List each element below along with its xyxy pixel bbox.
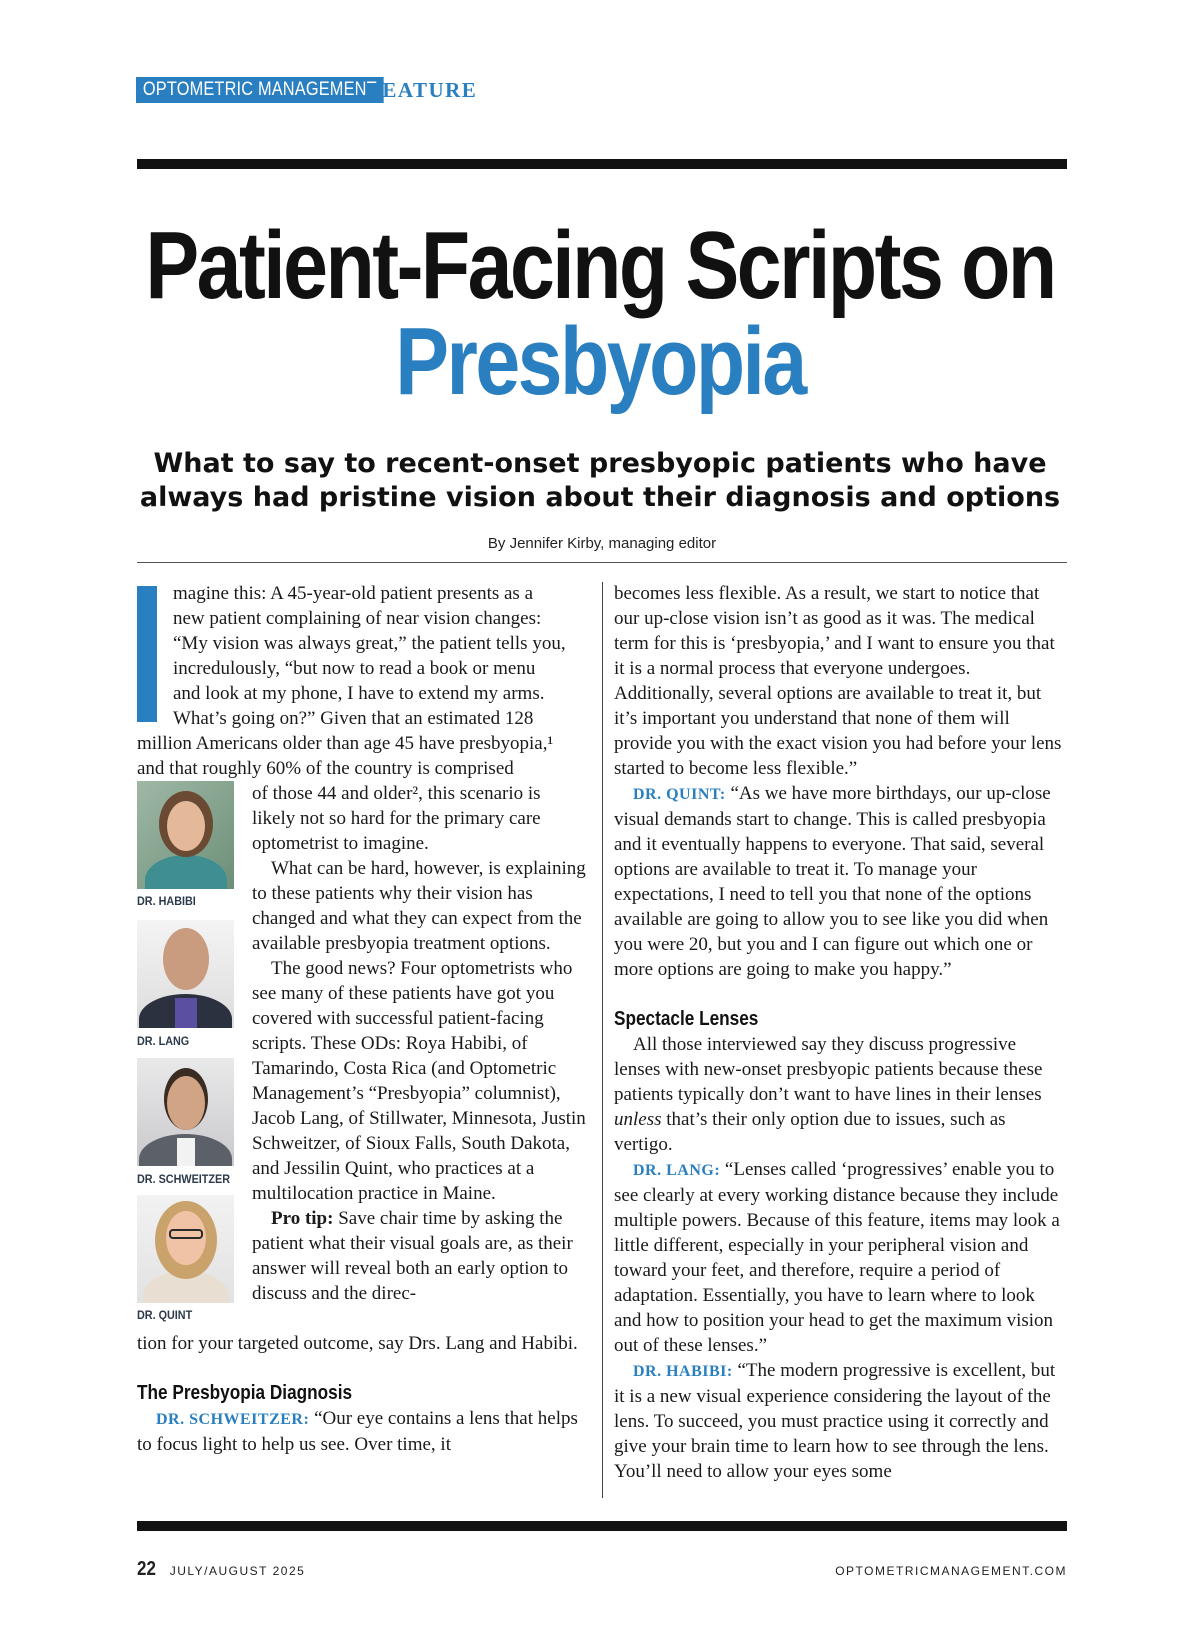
lang-photo xyxy=(137,920,234,1028)
headline-line-2: Presbyopia xyxy=(395,308,805,415)
pro-tip-text: Save chair time by asking the patient what their visual goals are, as their answer will reveal both an early option to discuss and the direc- xyxy=(252,1208,573,1304)
top-rule xyxy=(137,159,1067,169)
schweitzer-text: “Our eye contains a lens that helps to focus light to help us see. Over time, it xyxy=(137,1408,578,1455)
byline-author: By Jennifer Kirby, xyxy=(487,535,605,552)
narrow-line: optometrist to imagine. xyxy=(252,833,429,854)
intro-line: “My vision was always great,” the patient tells you, xyxy=(173,633,566,654)
byline xyxy=(137,535,1067,552)
dek: What to say to recent-onset presbyopic patients who have always had pristine vision about their diagnosis and options xyxy=(139,448,1061,513)
habibi-text: “The modern progressive is excellent, but it is a new visual experience considering the layout of the lens. To succeed, you must practice using it correctly and give your brain time to learn how to see through the lens. You’ll need to allow your eyes some xyxy=(614,1360,1056,1482)
speaker-quint: DR. QUINT: xyxy=(633,786,726,803)
schweitzer-quote xyxy=(137,1406,588,1457)
column1-bottom xyxy=(137,1333,588,1457)
paragraph-explaining: What can be hard, however, is explaining to these patients why their vision has changed and what they can expect from the available presbyopia treatment options. xyxy=(252,858,586,954)
continued-paragraph: becomes less flexible. As a result, we start to notice that our up-close vision isn’t as good as it was. The medical term for this is ‘presbyopia,’ and I want to ensure you that it is a normal process that everyone undergoes. Additionally, several options are available to treat it, but it’s important you understand that none of them will provide you with the exact vision you had before your lens started to become less flexible.” xyxy=(614,583,1062,779)
intro-line: and that roughly 60% of the country is comprised xyxy=(137,758,514,779)
byline-rule xyxy=(137,562,1067,563)
page-number: 22 xyxy=(137,1558,156,1580)
subhead-diagnosis: The Presbyopia Diagnosis xyxy=(137,1382,353,1404)
intro-line: What’s going on?” Given that an estimated 128 xyxy=(173,708,534,729)
lang-caption: DR. LANG xyxy=(137,1034,190,1048)
pro-tip-label: Pro tip: xyxy=(271,1208,334,1229)
intro-line: incredulously, “but now to read a book or menu xyxy=(173,658,536,679)
spectacle-text-a: All those interviewed say they discuss progressive lenses with new-onset presbyopic patients because these patients typically don’t want to have lines in their lenses xyxy=(614,1034,1043,1105)
spectacle-text-b: that’s their only option due to issues, such as vertigo. xyxy=(614,1109,1006,1155)
quint-caption: DR. QUINT xyxy=(137,1308,193,1322)
pro-tip-continued: tion for your targeted outcome, say Drs. Lang and Habibi. xyxy=(137,1333,578,1354)
intro-line: new patient complaining of near vision changes: xyxy=(173,608,542,629)
column2 xyxy=(614,581,1066,1484)
spectacle-paragraph xyxy=(614,1032,1066,1157)
habibi-caption: DR. HABIBI xyxy=(137,894,196,908)
publication-tag: OPTOMETRIC MANAGEMENT xyxy=(136,77,384,103)
headline-line-1: Patient-Facing Scripts on xyxy=(145,212,1055,319)
quint-quote xyxy=(614,781,1066,982)
column-divider xyxy=(602,582,603,1498)
section-label: FEATURE xyxy=(368,78,478,102)
intro-line: and look at my phone, I have to extend my arms. xyxy=(173,683,545,704)
speaker-habibi: DR. HABIBI: xyxy=(633,1363,733,1380)
schweitzer-photo xyxy=(137,1058,234,1166)
footer-site: OPTOMETRICMANAGEMENT.COM xyxy=(835,1564,1067,1578)
spectacle-emphasis: unless xyxy=(614,1109,662,1130)
footer-left xyxy=(137,1558,305,1581)
habibi-photo xyxy=(137,781,234,889)
habibi-quote xyxy=(614,1358,1066,1484)
pro-tip xyxy=(252,1206,588,1306)
bottom-rule xyxy=(137,1521,1067,1531)
intro-line: magine this: A 45-year-old patient presents as a xyxy=(173,583,533,604)
quint-text: “As we have more birthdays, our up-close visual demands start to change. This is called presbyopia and it eventually happens to everyone. That said, several options are available to treat it. To manage your expectations, I need to tell you that none of the options available are going to allow you to see like you did when you were 20, but you and I can figure out which one or more options are going to make you happy.” xyxy=(614,783,1051,980)
column1-narrow xyxy=(252,781,588,1306)
speaker-lang: DR. LANG: xyxy=(633,1162,721,1179)
speaker-schweitzer: DR. SCHWEITZER: xyxy=(156,1411,310,1428)
issue-date: JULY/AUGUST 2025 xyxy=(169,1564,306,1578)
lang-text: “Lenses called ‘progressives’ enable you to see clearly at every working distance because they include multiple powers. Because of this feature, items may look a little different, especially in your peripheral vision and toward your feet, and therefore, require a period of adaptation. Essentially, you have to learn where to look and how to position your head to get the maximum vision out of these lenses.” xyxy=(614,1159,1060,1356)
quint-photo xyxy=(137,1195,234,1303)
lang-quote xyxy=(614,1157,1066,1358)
section-tag xyxy=(136,77,478,103)
schweitzer-caption: DR. SCHWEITZER xyxy=(137,1172,231,1186)
paragraph-good-news: The good news? Four optometrists who see many of these patients have got you covered with successful patient-facing scripts. These ODs: Roya Habibi, of Tamarindo, Costa Rica (and Optometric Management’s “Presbyopia” columnist), Jacob Lang, of Stillwater, Minnesota, Justin Schweitzer, of Sioux Falls, South Dakota, and Jessilin Quint, who practices at a multilocation practice in Maine. xyxy=(252,958,586,1204)
column1-intro xyxy=(137,581,588,781)
narrow-line: of those 44 and older², this scenario is xyxy=(252,783,541,804)
byline-role: managing editor xyxy=(608,535,717,552)
intro-line: million Americans older than age 45 have presbyopia,¹ xyxy=(137,733,554,754)
subhead-spectacle-lenses: Spectacle Lenses xyxy=(614,1008,759,1030)
narrow-line: likely not so hard for the primary care xyxy=(252,808,541,829)
